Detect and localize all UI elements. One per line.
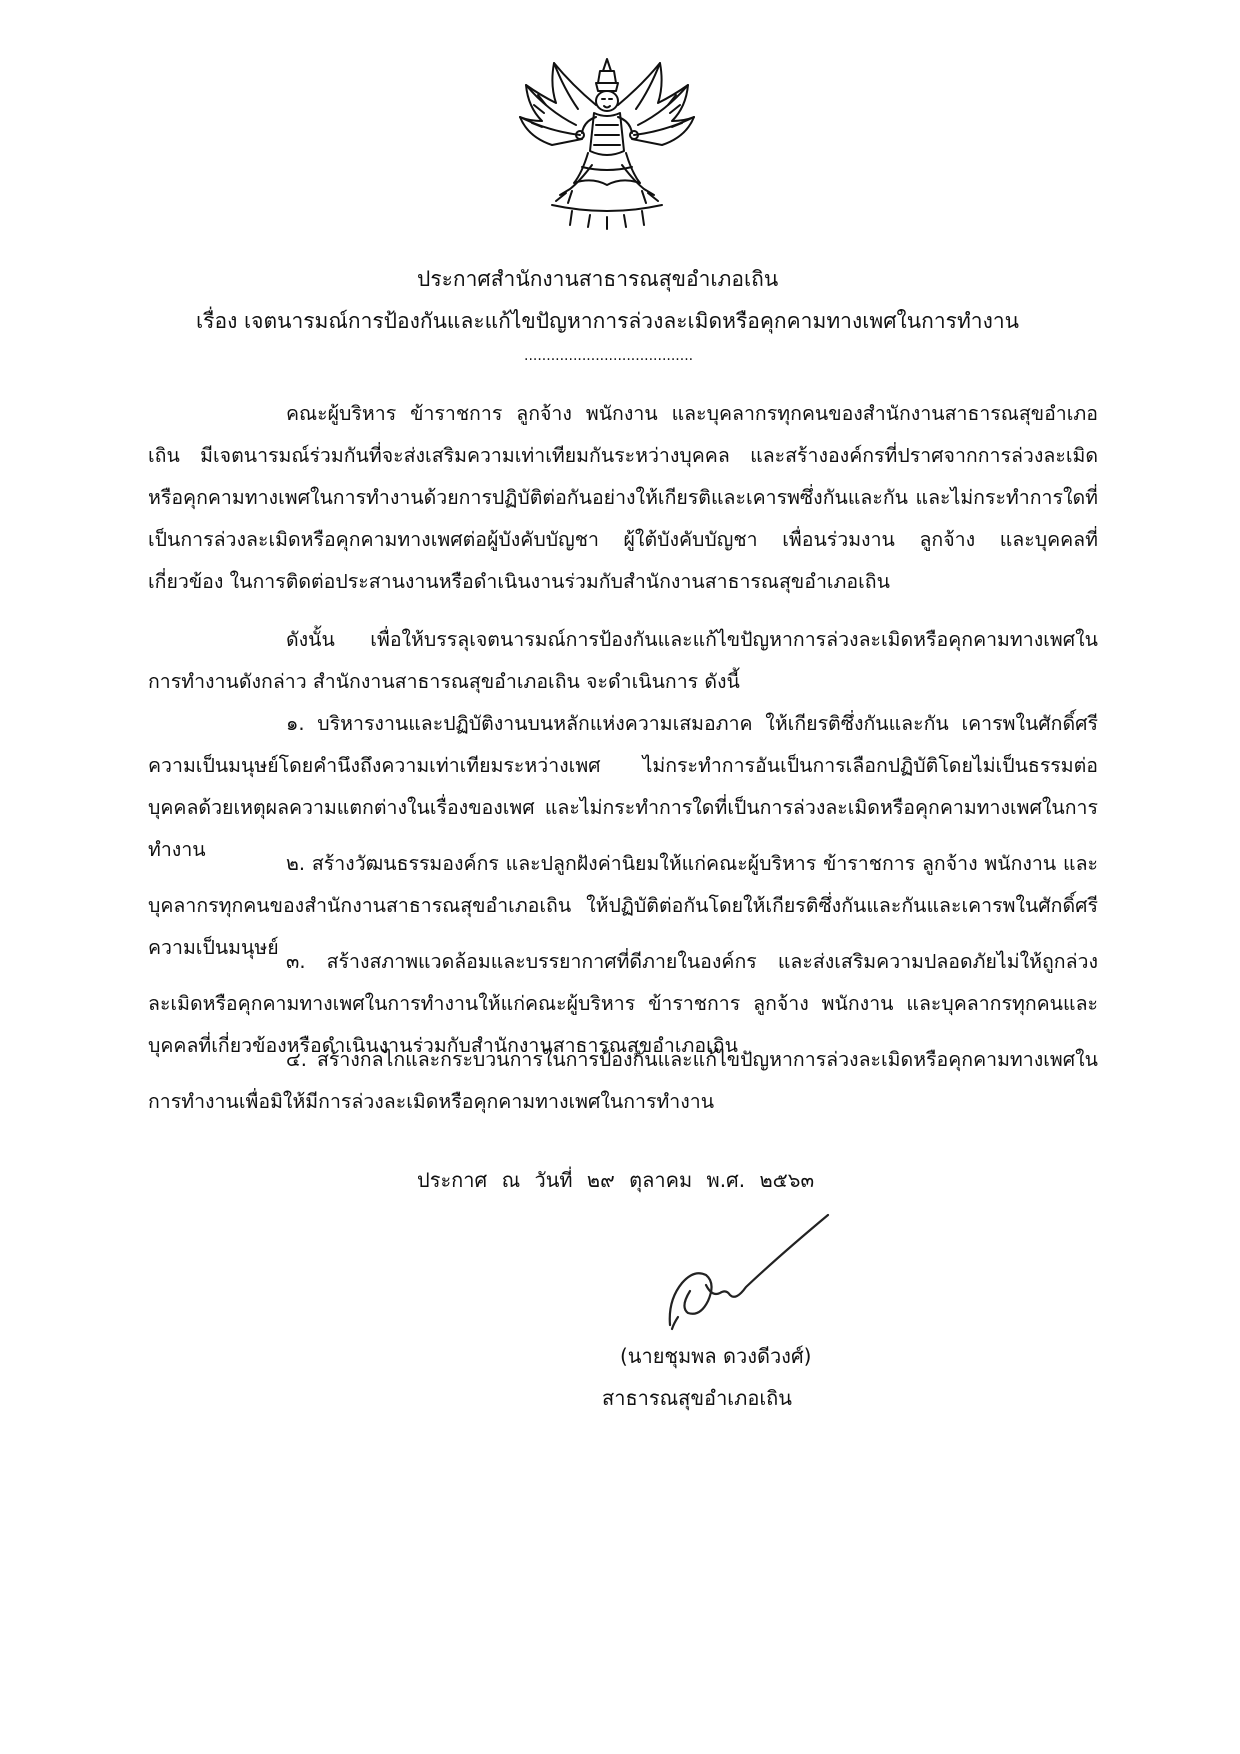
list-item: ๓. สร้างสภาพแวดล้อมและบรรยากาศที่ดีภายในองค์กร และส่งเสริมความปลอดภัยไม่ให้ถูกล่วงละเมิดหรือคุกคามทางเพศในการทำงานให้แก่คณะผู้บริหาร ข้าราชการ ลูกจ้าง พนักงาน และบุคลากรทุกคนและบุคคลที่เกี่ยวข้องหรือดำเนินงานร่วมกับสำนักงานสาธารณสุขอำเภอเถิน [148,950,1098,1057]
list-item: ๔. สร้างกลไกและกระบวนการในการป้องกันและแก้ไขปัญหาการล่วงละเมิดหรือคุกคามทางเพศในการทำงานเพื่อมิให้มีการล่วงละเมิดหรือคุกคามทางเพศในการทำงาน [148,1048,1098,1113]
title-separator: ...................................... [524,348,694,364]
signature-icon [660,1205,840,1335]
paragraph-intention: คณะผู้บริหาร ข้าราชการ ลูกจ้าง พนักงาน และบุคลากรทุกคนของสำนักงานสาธารณสุขอำเภอเถิน มีเจตนารมณ์ร่วมกันที่จะส่งเสริมความเท่าเทียมกันระหว่างบุคคล และสร้างองค์กรที่ปราศจากการล่วงละเมิดหรือคุกคามทางเพศในการทำงานด้วยการปฏิบัติต่อกันอย่างให้เกียรติและเคารพซึ่งกันและกัน และไม่กระทำการใดที่เป็นการล่วงละเมิดหรือคุกคามทางเพศต่อผู้บังคับบัญชา ผู้ใต้บังคับบัญชา เพื่อนร่วมงาน ลูกจ้าง และบุคคลที่เกี่ยวข้อง ในการติดต่อประสานงานหรือดำเนินงานร่วมกับสำนักงานสาธารณสุขอำเภอเถิน [148,402,1098,593]
paragraph-therefore: ดังนั้น เพื่อให้บรรลุเจตนารมณ์การป้องกันและแก้ไขปัญหาการล่วงละเมิดหรือคุกคามทางเพศในการทำงานดังกล่าว สำนักงานสาธารณสุขอำเภอเถิน จะดำเนินการ ดังนี้ [148,628,1098,693]
list-item: ๑. บริหารงานและปฏิบัติงานบนหลักแห่งความเสมอภาค ให้เกียรติซึ่งกันและกัน เคารพในศักดิ์ศรีความเป็นมนุษย์โดยคำนึงถึงความเท่าเทียมระหว่างเพศ ไม่กระทำการอันเป็นการเลือกปฏิบัติโดยไม่เป็นธรรมต่อบุคคลด้วยเหตุผลความแตกต่างในเรื่องของเพศ และไม่กระทำการใดที่เป็นการล่วงละเมิดหรือคุกคามทางเพศในการทำงาน [148,712,1098,861]
signer-position: สาธารณสุขอำเภอเถิน [602,1386,792,1410]
announcement-date: ประกาศ ณ วันที่ ๒๙ ตุลาคม พ.ศ. ๒๕๖๓ [417,1168,815,1192]
signer-name: (นายชุมพล ดวงดีวงศ์) [620,1344,812,1368]
list-item: ๒. สร้างวัฒนธรรมองค์กร และปลูกฝังค่านิยมให้แก่คณะผู้บริหาร ข้าราชการ ลูกจ้าง พนักงาน และบุคลากรทุกคนของสำนักงานสาธารณสุขอำเภอเถิน ให้ปฏิบัติต่อกันโดยให้เกียรติซึ่งกันและกันและเคารพในศักดิ์ศรีความเป็นมนุษย์ [148,852,1098,959]
document-title: ประกาศสำนักงานสาธารณสุขอำเภอเถิน [417,267,779,291]
garuda-emblem-icon [512,55,702,230]
document-subject: เรื่อง เจตนารมณ์การป้องกันและแก้ไขปัญหาการล่วงละเมิดหรือคุกคามทางเพศในการทำงาน [196,309,1019,333]
